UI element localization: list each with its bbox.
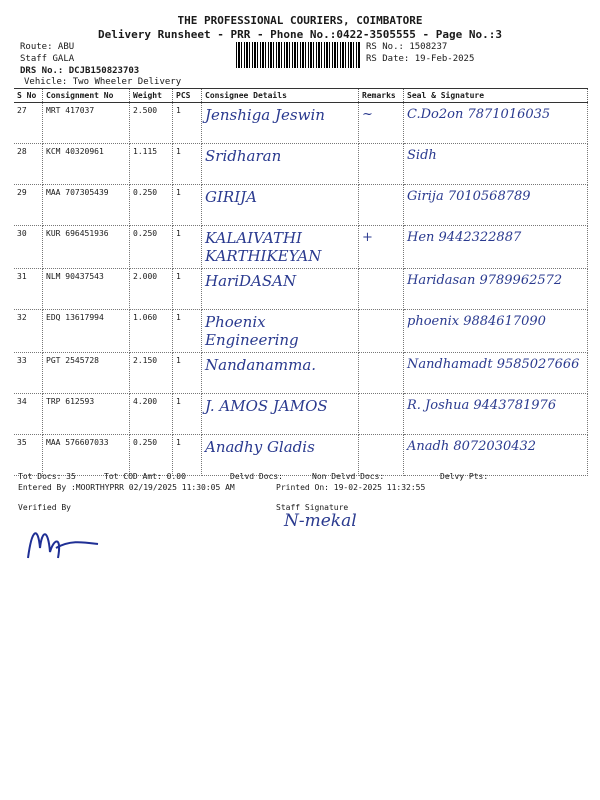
cell-seal: Sidh	[404, 144, 588, 185]
cell-remarks	[359, 144, 404, 185]
rs-number: RS No.: 1508237	[366, 42, 448, 52]
cell-remarks	[359, 394, 404, 435]
cell-consignment: MAA 707305439	[43, 185, 130, 226]
cell-weight: 2.000	[130, 269, 173, 310]
cell-seal: R. Joshua 9443781976	[404, 394, 588, 435]
cell-consignment: MRT 417037	[43, 103, 130, 144]
cell-pcs: 1	[173, 310, 202, 353]
cell-remarks	[359, 353, 404, 394]
cell-sno: 32	[14, 310, 43, 353]
cell-pcs: 1	[173, 103, 202, 144]
cell-seal: phoenix 9884617090	[404, 310, 588, 353]
cell-sno: 33	[14, 353, 43, 394]
staff-signature-handwriting: N-mekal	[284, 511, 357, 531]
cell-remarks	[359, 310, 404, 353]
cell-consignee: Nandanamma.	[202, 353, 359, 394]
table-row	[14, 435, 588, 476]
cell-consignee: J. AMOS JAMOS	[202, 394, 359, 435]
col-consignment: Consignment No	[43, 89, 130, 103]
delvy-pts: Delvy Pts:	[440, 472, 489, 481]
cell-pcs: 1	[173, 144, 202, 185]
cell-consignment: TRP 612593	[43, 394, 130, 435]
cell-consignee: Jenshiga Jeswin	[202, 103, 359, 144]
cell-seal: Anadh 8072030432	[404, 435, 588, 476]
cell-remarks	[359, 269, 404, 310]
cell-consignment: PGT 2545728	[43, 353, 130, 394]
cell-remarks	[359, 185, 404, 226]
cell-pcs: 1	[173, 185, 202, 226]
table-row	[14, 226, 588, 269]
cell-remarks: ~	[359, 103, 404, 144]
cell-seal: Haridasan 9789962572	[404, 269, 588, 310]
cell-seal: Nandhamadt 9585027666	[404, 353, 588, 394]
table-row	[14, 394, 588, 435]
cell-weight: 1.115	[130, 144, 173, 185]
cell-pcs: 1	[173, 394, 202, 435]
cell-weight: 0.250	[130, 435, 173, 476]
company-title: THE PROFESSIONAL COURIERS, COIMBATORE	[177, 14, 423, 27]
runsheet-subtitle: Delivery Runsheet - PRR - Phone No.:0422-3505555 - Page No.:3	[98, 28, 502, 41]
staff-signature-label: Staff Signature	[276, 503, 349, 512]
table-row	[14, 144, 588, 185]
tot-docs: Tot Docs: 35	[18, 472, 76, 481]
col-seal: Seal & Signature	[404, 89, 588, 103]
table-header-row	[14, 89, 588, 103]
cell-weight: 4.200	[130, 394, 173, 435]
col-sno: S No	[14, 89, 43, 103]
cell-pcs: 1	[173, 226, 202, 269]
entered-by: Entered By :MOORTHYPRR 02/19/2025 11:30:05 AM	[18, 483, 235, 492]
drs-number: DRS No.: DCJB150823703	[20, 66, 140, 76]
tot-cod: Tot COD Amt: 0.00	[104, 472, 186, 481]
printed-on: Printed On: 19-02-2025 11:32:55	[276, 483, 426, 492]
col-pcs: PCS	[173, 89, 202, 103]
cell-weight: 1.060	[130, 310, 173, 353]
col-weight: Weight	[130, 89, 173, 103]
cell-consignment: KCM 40320961	[43, 144, 130, 185]
delvd-docs: Delvd Docs:	[230, 472, 283, 481]
non-delvd-docs: Non Delvd Docs:	[312, 472, 385, 481]
barcode-image	[236, 42, 360, 68]
cell-consignee: GIRIJA	[202, 185, 359, 226]
table-row	[14, 269, 588, 310]
cell-consignee: Phoenix Engineering	[202, 310, 359, 353]
cell-weight: 0.250	[130, 226, 173, 269]
cell-consignment: MAA 576607033	[43, 435, 130, 476]
cell-pcs: 1	[173, 435, 202, 476]
cell-remarks	[359, 435, 404, 476]
cell-sno: 27	[14, 103, 43, 144]
cell-sno: 28	[14, 144, 43, 185]
rs-date: RS Date: 19-Feb-2025	[366, 54, 475, 64]
cell-consignee: HariDASAN	[202, 269, 359, 310]
route-label: Route: ABU	[20, 42, 75, 52]
table-row	[14, 310, 588, 353]
cell-weight: 2.500	[130, 103, 173, 144]
staff-label: Staff GALA	[20, 54, 75, 64]
cell-consignee: KALAIVATHI KARTHIKEYAN	[202, 226, 359, 269]
cell-seal: Hen 9442322887	[404, 226, 588, 269]
cell-weight: 2.150	[130, 353, 173, 394]
cell-consignment: NLM 90437543	[43, 269, 130, 310]
col-remarks: Remarks	[359, 89, 404, 103]
table-row	[14, 103, 588, 144]
cell-seal: Girija 7010568789	[404, 185, 588, 226]
cell-consignment: KUR 696451936	[43, 226, 130, 269]
cell-sno: 34	[14, 394, 43, 435]
cell-weight: 0.250	[130, 185, 173, 226]
cell-pcs: 1	[173, 269, 202, 310]
table-row	[14, 185, 588, 226]
cell-consignment: EDQ 13617994	[43, 310, 130, 353]
cell-sno: 31	[14, 269, 43, 310]
verified-signature-scribble	[22, 518, 102, 566]
cell-remarks: +	[359, 226, 404, 269]
cell-sno: 35	[14, 435, 43, 476]
cell-pcs: 1	[173, 353, 202, 394]
cell-consignee: Sridharan	[202, 144, 359, 185]
table-row	[14, 353, 588, 394]
cell-consignee: Anadhy Gladis	[202, 435, 359, 476]
cell-sno: 29	[14, 185, 43, 226]
vehicle-label: Vehicle: Two Wheeler Delivery	[24, 77, 182, 87]
col-consignee: Consignee Details	[202, 89, 359, 103]
runsheet-table	[14, 88, 588, 476]
verified-by-label: Verified By	[18, 503, 71, 512]
cell-sno: 30	[14, 226, 43, 269]
cell-seal: C.Do2on 7871016035	[404, 103, 588, 144]
